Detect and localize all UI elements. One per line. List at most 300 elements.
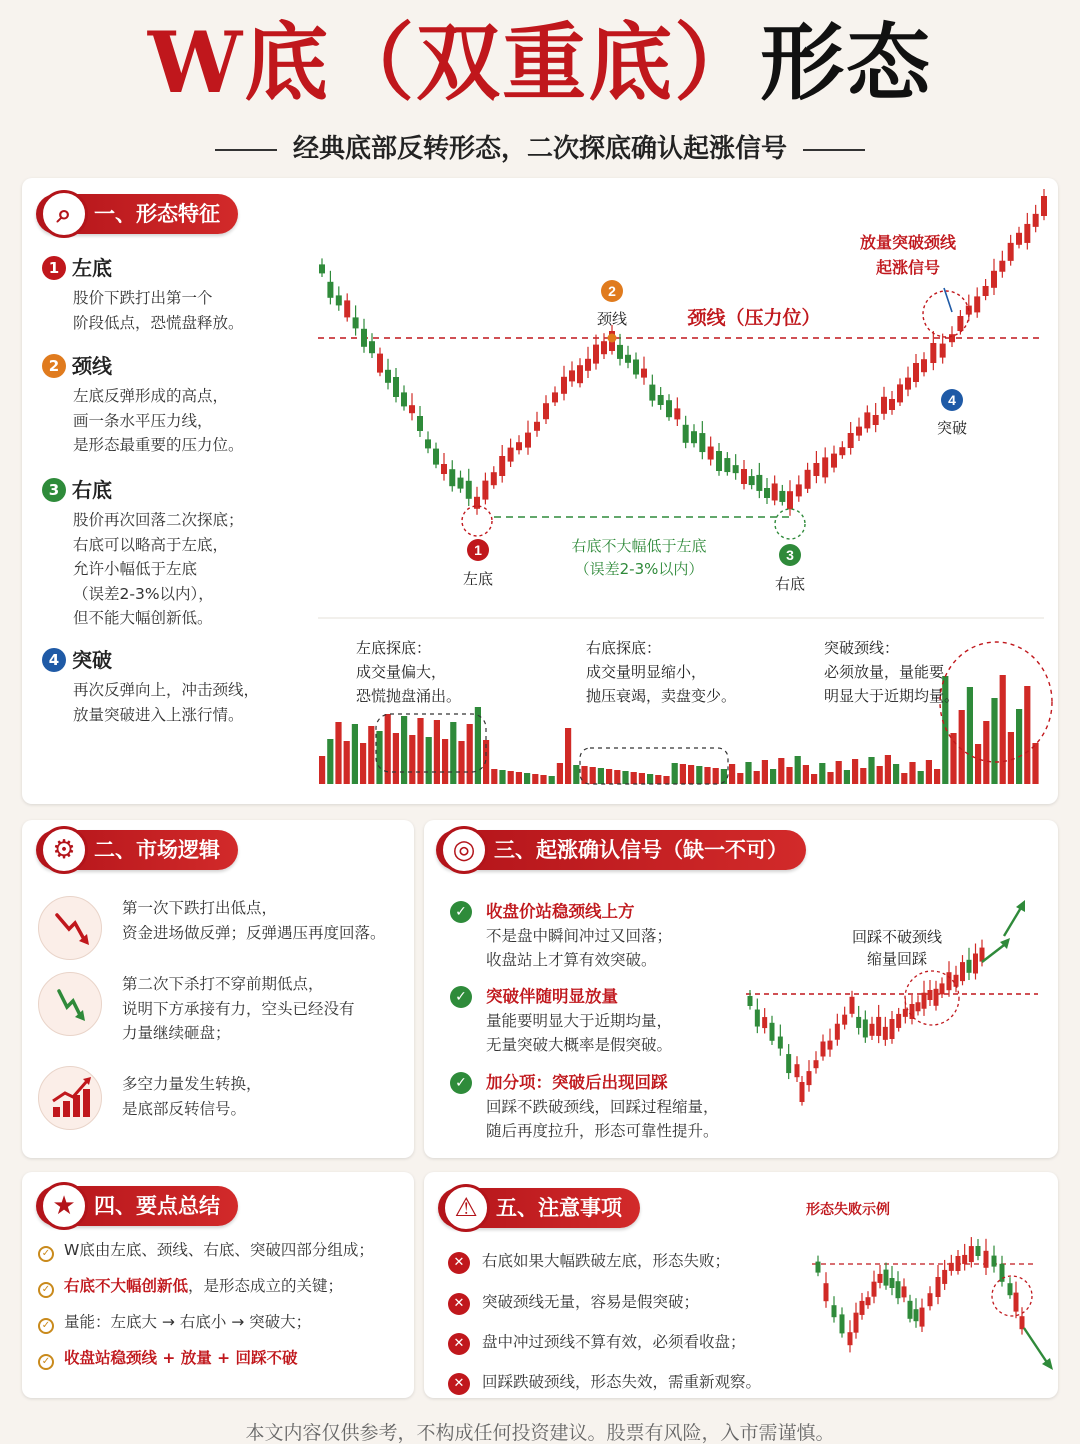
volume-bar (729, 764, 735, 784)
check-icon: ✓ (450, 901, 472, 923)
failure-candles (816, 1237, 1025, 1352)
candle-body (866, 1297, 871, 1305)
volume-bar (516, 772, 522, 784)
label-right-bottom: 右底 (774, 575, 806, 593)
down-arrow-icon (38, 896, 102, 960)
candle-body (525, 433, 531, 448)
candle-body (984, 1251, 989, 1268)
volume-bar (868, 757, 874, 784)
volume-bar (335, 722, 341, 784)
candle-body (534, 422, 540, 431)
volume-bar (344, 741, 350, 784)
logic-text: 资金进场做反弹；反弹遇压再度回落。 (122, 923, 386, 942)
volume-bar (639, 773, 645, 784)
feature-text: 右底可以略高于左底， (73, 535, 229, 554)
candle-body (884, 1270, 889, 1286)
candle-body (962, 1255, 967, 1264)
candle-body (417, 416, 423, 431)
volume-bar (426, 737, 432, 784)
volume-bar (1032, 743, 1038, 784)
label-break: 突破 (936, 419, 968, 437)
candle-body (991, 271, 997, 288)
candle-body (491, 472, 497, 485)
feature-text: 画一条水平压力线， (73, 411, 213, 430)
candle-body (649, 385, 655, 401)
candle-body (878, 1274, 883, 1283)
x-circle-icon: ✕ (448, 1333, 470, 1355)
candle-body (708, 447, 714, 460)
volume-bar (778, 758, 784, 784)
volume-bar (926, 760, 932, 784)
subtitle-dash-left (215, 149, 277, 151)
feature-name: 突破 (72, 648, 112, 672)
feature-text: 是形态最重要的压力位。 (73, 436, 244, 454)
feature-name: 右底 (72, 478, 112, 502)
candle-body (967, 960, 972, 973)
feature-text: 股价下跌打出第一个 (73, 289, 213, 307)
candle-body (822, 457, 828, 477)
candle-body (617, 345, 623, 359)
section3-title: 三、起涨确认信号（缺一不可） (494, 838, 788, 862)
candle-body (890, 1019, 895, 1039)
candle-body (1024, 224, 1030, 243)
signal-item-3 (450, 1071, 750, 1143)
candle-body (772, 483, 778, 500)
candle-body (881, 397, 887, 414)
w-bottom-chart (304, 188, 1060, 798)
volume-bar (803, 765, 809, 784)
candle-body (393, 377, 399, 397)
candle-body (813, 463, 819, 476)
candle-body (762, 1017, 767, 1028)
candle-body (1000, 1264, 1005, 1282)
volume-bar (622, 771, 628, 784)
volume-bar (409, 735, 415, 784)
volume-bar (458, 741, 464, 784)
feature-name: 左底 (72, 256, 112, 280)
candle-body (1041, 196, 1047, 216)
logic-text: 多空力量发生转换， (122, 1075, 262, 1093)
candle-body (770, 1023, 775, 1041)
volume-bar (713, 768, 719, 784)
candle-body (807, 1071, 812, 1085)
volume-bar (368, 726, 374, 784)
candle-body (633, 360, 639, 375)
breakout-signal-line1: 放量突破颈线 (859, 233, 957, 252)
summary-highlight: 收盘站稳颈线 + 放量 + 回踩不破 (64, 1349, 298, 1367)
feature-item-left-bottom (42, 254, 302, 335)
label-2-number: 2 (608, 283, 616, 299)
candle-body (973, 954, 978, 974)
check-circle-icon: ✓ (38, 1282, 54, 1298)
volume-bar (950, 733, 956, 784)
candle-body (733, 465, 739, 473)
candle-body (795, 1064, 800, 1077)
target-icon: ◎ (440, 826, 488, 874)
volume-bar (967, 687, 973, 784)
number-1-icon: 1 (42, 256, 66, 280)
notice-item-3 (448, 1330, 746, 1355)
section2-title: 二、市场逻辑 (94, 838, 220, 862)
candle-body (960, 962, 965, 981)
candle-body (854, 1313, 859, 1333)
feature-item-neckline (42, 352, 302, 458)
candle-body (913, 363, 919, 382)
candle-body (850, 997, 855, 1014)
volume-bar (672, 763, 678, 784)
candle-body (840, 1314, 845, 1333)
candle-body (896, 1014, 901, 1028)
vol-mid-l2: 抛压衰竭，卖盘变少。 (586, 687, 737, 705)
vol-mid-l1: 成交量明显缩小， (586, 663, 707, 681)
candle-body (1033, 214, 1039, 227)
volume-bar (1000, 675, 1006, 784)
candle-body (873, 415, 879, 425)
volume-bar (647, 774, 653, 784)
number-2-icon: 2 (42, 354, 66, 378)
check-circle-icon: ✓ (38, 1246, 54, 1262)
candle-body (361, 329, 367, 347)
candle-body (778, 1037, 783, 1049)
logic-text: 第一次下跌打出低点， (122, 899, 278, 917)
volume-bar (590, 767, 596, 784)
vol-left-l2: 恐慌抛盘涌出。 (356, 687, 462, 705)
feature-panel (22, 178, 1058, 804)
candle-body (896, 1281, 901, 1298)
disclaimer: 本文内容仅供参考，不构成任何投资建议。股票有风险，入市需谨慎。 (245, 1422, 835, 1444)
retest-arrow-2 (1004, 906, 1022, 936)
volume-bar (393, 733, 399, 784)
vol-left-title: 左底探底： (356, 639, 432, 657)
failure-example-label: 形态失败示例 (806, 1202, 890, 1218)
candle-body (601, 341, 607, 354)
candle-body (949, 1263, 954, 1271)
signal-head: 收盘价站稳颈线上方 (486, 902, 635, 921)
volume-bar (540, 775, 546, 784)
candle-body (954, 975, 959, 987)
feature-text: 股价再次回落二次探底； (73, 511, 244, 529)
notice-text: 突破颈线无量，容易是假突破； (482, 1293, 700, 1311)
volume-bar (680, 764, 686, 784)
candle-body (1016, 233, 1022, 245)
candle-body (905, 378, 911, 390)
volume-bar (811, 774, 817, 784)
candle-body (816, 1262, 821, 1273)
failure-arrow-head (1042, 1358, 1053, 1370)
candle-body (947, 972, 952, 990)
candle-body (856, 427, 862, 436)
signal-text: 回踩不跌破颈线，回踩过程缩量， (486, 1098, 719, 1116)
candle-body (983, 286, 989, 296)
candle-body (890, 1278, 895, 1288)
candle-body (974, 296, 980, 312)
candle-body (787, 491, 793, 509)
notice-text: 盘中冲过颈线不算有效，必须看收盘； (482, 1333, 746, 1351)
volume-bar (836, 761, 842, 784)
candle-body (1008, 1283, 1013, 1295)
retest-label-2: 缩量回踩 (866, 950, 928, 968)
candle-body (828, 1041, 833, 1050)
section5-header (438, 1188, 640, 1228)
candle-body (585, 359, 591, 371)
volume-bar (762, 760, 768, 784)
candle-body (724, 458, 730, 472)
brain-gear-icon: ⚙ (40, 826, 88, 874)
candle-body (928, 990, 933, 1000)
volume-bar (532, 774, 538, 784)
section4-header (36, 1186, 238, 1226)
label-neck: 颈线 (596, 310, 628, 328)
candle-body (327, 282, 333, 298)
candle-body (691, 431, 697, 443)
neck-point-marker (608, 334, 617, 343)
warning-icon: ⚠ (442, 1184, 490, 1232)
candle-body (902, 1286, 907, 1297)
page-title (0, 8, 1080, 118)
volume-bar (376, 731, 382, 784)
compare-line2: （误差2-3%以内） (574, 560, 704, 578)
candle-body (856, 1017, 861, 1028)
failure-example-chart (798, 1192, 1058, 1382)
candle-body (641, 369, 647, 378)
label-left-bottom: 左底 (462, 570, 494, 588)
volume-bar (614, 770, 620, 784)
candle-body (821, 1042, 826, 1057)
volume-bar (565, 728, 571, 784)
signal-item-2 (450, 985, 750, 1057)
volume-bar (581, 766, 587, 784)
volume-bar (696, 766, 702, 784)
candle-body (543, 403, 549, 419)
x-circle-icon: ✕ (448, 1252, 470, 1274)
candle-body (992, 1256, 997, 1267)
candle-body (908, 1301, 913, 1319)
volume-bar (885, 755, 891, 784)
candle-body (842, 1015, 847, 1025)
signal-text: 不是盘中瞬间冲过又回落； (486, 927, 673, 945)
volume-bar (934, 769, 940, 784)
section3-header (436, 830, 806, 870)
summary-text: W底由左底、颈线、右底、突破四部分组成； (64, 1241, 374, 1259)
volume-bar (319, 756, 325, 784)
candle-body (916, 1002, 921, 1011)
candle-body (876, 1017, 881, 1036)
candle-body (920, 1308, 925, 1327)
vol-left-l1: 成交量偏大， (356, 663, 447, 681)
volume-bar (352, 724, 358, 784)
star-icon: ★ (40, 1182, 88, 1230)
candle-body (863, 1019, 868, 1037)
candle-body (748, 996, 753, 1006)
volume-bar (918, 771, 924, 784)
volume-bar (901, 773, 907, 784)
title-black: 形态 (760, 13, 933, 112)
summary-item-1 (38, 1238, 374, 1262)
candle-body (956, 1256, 961, 1271)
notice-item-2 (448, 1290, 699, 1315)
candle-body (552, 392, 558, 402)
candle-body (377, 354, 383, 373)
candle-body (800, 1082, 805, 1102)
candle-body (749, 476, 755, 485)
notice-item-4 (448, 1370, 761, 1395)
subtitle-dash-right (803, 149, 865, 151)
volume-bar (360, 743, 366, 784)
volume-bar (598, 768, 604, 784)
notice-text: 回踩跌破颈线，形态失效，需重新观察。 (482, 1373, 762, 1391)
volume-bar (499, 770, 505, 784)
candle-body (1008, 243, 1014, 261)
check-circle-icon: ✓ (38, 1318, 54, 1334)
candle-body (999, 261, 1005, 272)
volume-bar (631, 772, 637, 784)
volume-bar (434, 720, 440, 784)
signal-text: 量能要明显大于近期均量， (486, 1012, 673, 1030)
check-icon: ✓ (450, 1072, 472, 1094)
feature-text: 左底反弹形成的高点， (73, 387, 229, 405)
candle-body (474, 497, 480, 509)
logic-panel (22, 820, 414, 1158)
candle-body (756, 475, 762, 491)
feature-text: 但不能大幅创新低。 (73, 609, 213, 627)
candle-body (940, 344, 946, 358)
candle-body (561, 377, 567, 394)
candle-body (344, 300, 350, 317)
volume-bar (655, 775, 661, 784)
summary-highlight: 右底不大幅创新低 (64, 1277, 189, 1295)
summary-item-3 (38, 1310, 311, 1334)
candle-body (814, 1060, 819, 1068)
volume-bar (1016, 709, 1022, 784)
rising-bars-icon (38, 1066, 102, 1130)
candle-body (699, 433, 705, 452)
neckline-label: 颈线（压力位） (687, 307, 821, 329)
section1-header (36, 194, 238, 234)
candle-body (458, 478, 464, 489)
volume-bar (844, 770, 850, 784)
candle-body (824, 1283, 829, 1301)
logic-text: 第二次下杀打不穿前期低点， (122, 975, 324, 993)
candle-body (569, 370, 575, 381)
candle-body (716, 451, 722, 471)
number-4-icon: 4 (42, 648, 66, 672)
volume-bar (754, 771, 760, 784)
volume-bar (737, 773, 743, 784)
candle-body (449, 469, 455, 486)
candle-body (936, 1277, 941, 1297)
candle-body (934, 989, 939, 1006)
candle-body (928, 1293, 933, 1306)
logic-text: 是底部反转信号。 (122, 1099, 247, 1118)
candle-body (921, 359, 927, 372)
section5-title: 五、注意事项 (496, 1196, 622, 1220)
candle-body (625, 355, 631, 363)
feature-text: 阶段低点，恐慌盘释放。 (73, 313, 244, 332)
summary-text: 量能：左底大 → 右底小 → 突破大； (64, 1313, 312, 1331)
candle-body (969, 1246, 974, 1262)
volume-bar (606, 769, 612, 784)
volume-bar (524, 773, 530, 784)
candle-body (666, 400, 672, 417)
candle-body (353, 317, 359, 328)
feature-name: 颈线 (72, 354, 112, 378)
candle-body (319, 264, 325, 273)
label-4-number: 4 (948, 392, 956, 408)
x-circle-icon: ✕ (448, 1293, 470, 1315)
candle-body (942, 1270, 947, 1284)
candle-body (864, 412, 870, 428)
x-circle-icon: ✕ (448, 1373, 470, 1395)
volume-bar (417, 718, 423, 784)
notice-item-1 (448, 1249, 730, 1274)
candle-body (369, 341, 375, 353)
candle-body (832, 1305, 837, 1317)
volume-bar (450, 722, 456, 784)
check-circle-icon: ✓ (38, 1354, 54, 1370)
subtitle-text: 经典底部反转形态，二次探底确认起涨信号 (292, 134, 787, 164)
candle-body (779, 491, 785, 502)
candle-body (922, 993, 927, 1009)
volume-bar (1008, 732, 1014, 784)
breakout-signal-line2: 起涨信号 (875, 258, 941, 277)
feature-text: （误差2-3%以内）， (73, 584, 214, 603)
summary-item-4 (38, 1346, 298, 1370)
volume-bar (786, 767, 792, 784)
candle-body (805, 470, 811, 489)
candle-body (870, 1024, 875, 1036)
section1-title: 一、形态特征 (94, 202, 220, 226)
candle-body (466, 481, 472, 499)
volume-bar (442, 739, 448, 784)
volume-bar (877, 766, 883, 784)
volume-bar (975, 744, 981, 784)
feature-text: 再次反弹向上，冲击颈线， (73, 681, 260, 699)
feature-item-breakout (42, 646, 302, 727)
vol-right-l2: 明显大于近期均量。 (824, 687, 960, 705)
volume-bar (795, 756, 801, 784)
volume-bar (385, 714, 391, 784)
candle-body (872, 1282, 877, 1297)
candle-body (976, 1246, 981, 1256)
number-3-icon: 3 (42, 478, 66, 502)
check-icon: ✓ (450, 986, 472, 1008)
candle-body (903, 1009, 908, 1017)
label-1-number: 1 (474, 542, 482, 558)
candle-body (336, 295, 342, 305)
signal-head: 突破伴随明显放量 (486, 987, 618, 1006)
section4-title: 四、要点总结 (94, 1194, 220, 1218)
candle-body (1020, 1316, 1025, 1329)
compare-line1: 右底不大幅低于左底 (571, 537, 707, 555)
volume-bar (1024, 686, 1030, 784)
volume-bar (491, 769, 497, 784)
candle-body (949, 334, 955, 342)
failure-highlight (992, 1276, 1032, 1316)
candle-body (499, 456, 505, 476)
magnifier-chart-icon: ⌕ (40, 190, 88, 238)
volume-bar (770, 769, 776, 784)
candle-body (839, 447, 845, 455)
label-3-number: 3 (786, 547, 794, 563)
volume-bar (327, 739, 333, 784)
signal-text: 收盘站上才算有效突破。 (486, 951, 657, 969)
volume-bar (573, 765, 579, 784)
candle-body (401, 392, 407, 406)
candle-body (658, 395, 664, 405)
candle-body (425, 439, 431, 448)
vol-right-title: 突破颈线： (824, 639, 900, 657)
volume-bar (909, 762, 915, 784)
